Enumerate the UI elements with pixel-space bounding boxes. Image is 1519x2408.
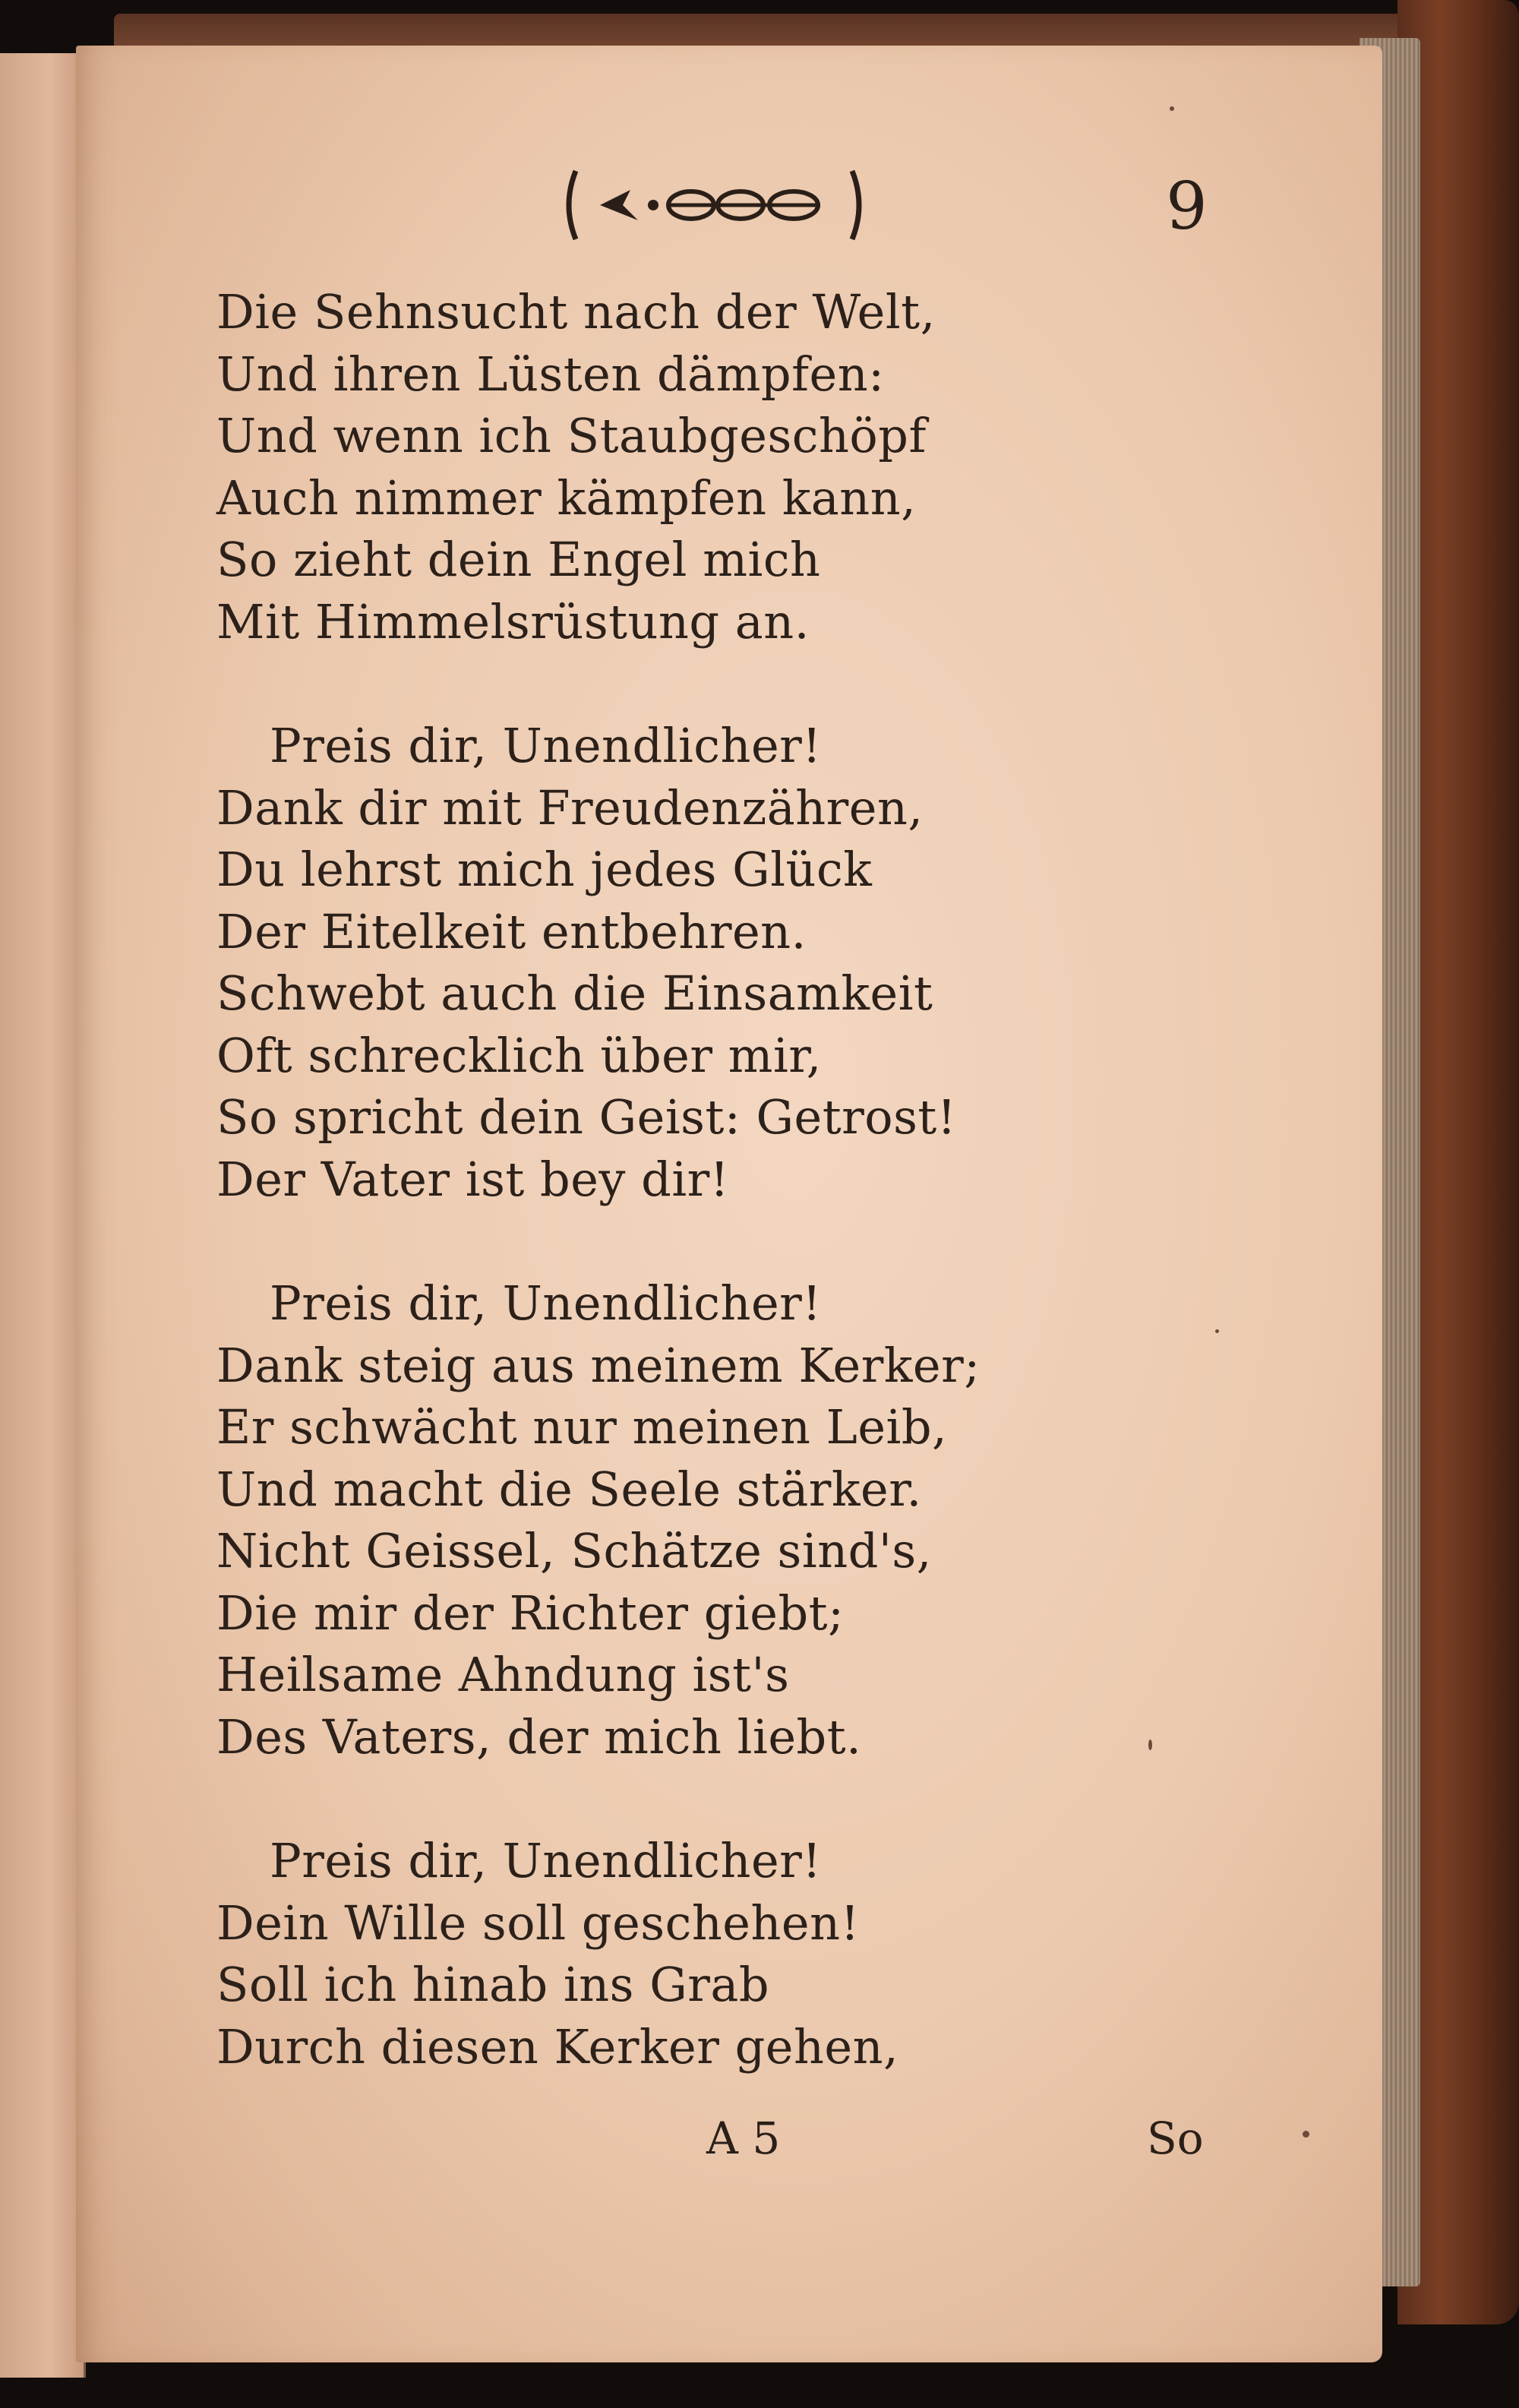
poem-line: Nicht Geissel, Schätze sind's, [216,1523,932,1578]
poem-line: Dank steig aus meinem Kerker; [216,1337,981,1393]
poem-line: Er schwächt nur meinen Leib, [216,1399,948,1455]
header-ornament-icon [562,163,866,247]
poem-line: Preis dir, Unendlicher! [270,1833,822,1888]
poem-line: Schwebt auch die Einsamkeit [216,965,933,1021]
poem-line: Du lehrst mich jedes Glück [216,842,873,897]
stanza-1 [216,281,1265,653]
stanza-4 [216,1830,1265,2078]
poem-line: Dein Wille soll geschehen! [216,1894,860,1951]
poem-line: Auch nimmer kämpfen kann, [216,469,917,526]
poem-line: Preis dir, Unendlicher! [270,1275,822,1331]
poem-line: Und wenn ich Staubgeschöpf [216,408,927,463]
poem-line: Heilsame Ahndung ist's [216,1647,790,1702]
poem-line: Soll ich hinab ins Grab [216,1957,770,2012]
signature-mark: A 5 [706,2113,781,2164]
poem-line: Durch diesen Kerker gehen, [216,2018,899,2075]
paper-speck [1303,2131,1309,2138]
page-number: 9 [1166,169,1208,245]
poem-line: Der Eitelkeit entbehren. [216,903,807,959]
poem-line: Des Vaters, der mich liebt. [216,1708,862,1765]
poem-text [216,281,1265,2078]
poem-line: Der Vater ist bey dir! [216,1151,730,1207]
poem-line: Dank dir mit Freudenzähren, [216,779,924,836]
paper-speck [1148,1740,1152,1750]
poem-line: Und macht die Seele stärker. [216,1461,922,1517]
previous-page-edge [0,53,86,2378]
poem-line: Mit Himmelsrüstung an. [216,593,810,649]
stanza-2 [216,715,1265,1210]
paper-speck [1170,106,1174,111]
paper-speck [1215,1329,1219,1333]
stanza-3 [216,1272,1265,1768]
poem-line: Die Sehnsucht nach der Welt, [216,284,936,340]
poem-line: So spricht dein Geist: Getrost! [216,1089,957,1145]
poem-line: Oft schrecklich über mir, [216,1027,822,1083]
poem-line: Die mir der Richter giebt; [216,1585,845,1641]
poem-line: Und ihren Lüsten dämpfen: [216,346,885,402]
catchword: So [1147,2113,1204,2164]
poem-line: So zieht dein Engel mich [216,532,821,587]
poem-line: Preis dir, Unendlicher! [270,718,822,773]
